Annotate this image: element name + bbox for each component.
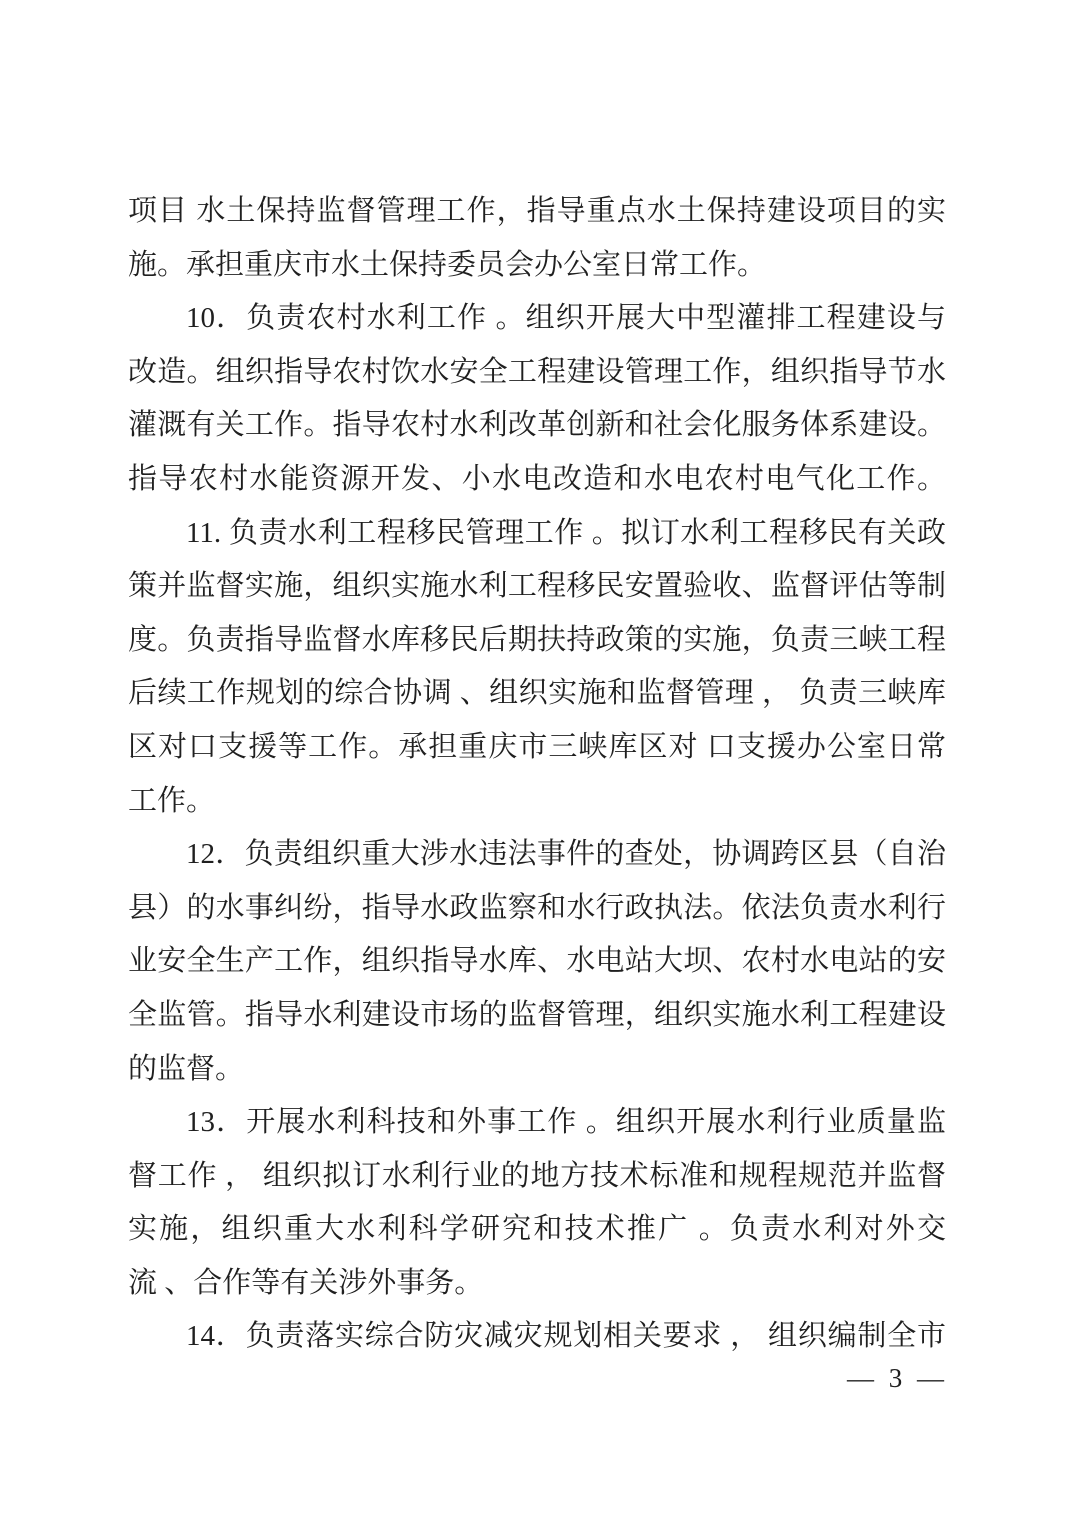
- text-line: 业安全生产工作，组织指导水库、水电站大坝、农村水电站的安: [128, 945, 946, 978]
- text-line: 实施，组织重大水利科学研究和技术推广 。负责水利对外交: [128, 1213, 946, 1246]
- text-line: 度。负责指导监督水库移民后期扶持政策的实施，负责三峡工程: [128, 623, 946, 656]
- text-line: 13．开展水利科技和外事工作 。组织开展水利行业质量监: [186, 1106, 946, 1139]
- text-line: 县）的水事纠纷，指导水政监察和水行政执法。依法负责水利行: [128, 891, 946, 924]
- text-line: 的监督。: [128, 1052, 245, 1085]
- text-line: 10．负责农村水利工作 。组织开展大中型灌排工程建设与: [186, 302, 946, 335]
- text-line: 指导农村水能资源开发、小水电改造和水电农村电气化工作。: [128, 462, 946, 495]
- text-line: 全监管。指导水利建设市场的监督管理，组织实施水利工程建设: [128, 998, 946, 1031]
- text-line: 策并监督实施，组织实施水利工程移民安置验收、监督评估等制: [128, 570, 946, 603]
- text-line: 项目 水土保持监督管理工作，指导重点水土保持建设项目的实: [128, 195, 946, 227]
- text-line: 工作。: [128, 784, 216, 817]
- text-line: 11. 负责水利工程移民管理工作 。拟订水利工程移民有关政: [186, 516, 946, 549]
- page-number: — 3 —: [847, 1363, 948, 1393]
- text-line: 施。承担重庆市水土保持委员会办公室日常工作。: [128, 248, 767, 281]
- text-line: 灌溉有关工作。指导农村水利改革创新和社会化服务体系建设。: [128, 409, 946, 442]
- text-line: 后续工作规划的综合协调 、组织实施和监督管理 ， 负责三峡库: [128, 677, 946, 710]
- document-body: [128, 185, 946, 1364]
- text-line: 督工作 ， 组织拟订水利行业的地方技术标准和规程规范并监督: [128, 1159, 946, 1192]
- text-line: 改造。组织指导农村饮水安全工程建设管理工作，组织指导节水: [128, 355, 946, 388]
- text-line: 流 、合作等有关涉外事务。: [128, 1266, 484, 1299]
- text-line: 区对口支援等工作。承担重庆市三峡库区对 口支援办公室日常: [128, 730, 946, 763]
- text-line: 14．负责落实综合防灾减灾规划相关要求 ， 组织编制全市: [186, 1320, 946, 1353]
- text-line: 12．负责组织重大涉水违法事件的查处，协调跨区县（自治: [186, 838, 946, 871]
